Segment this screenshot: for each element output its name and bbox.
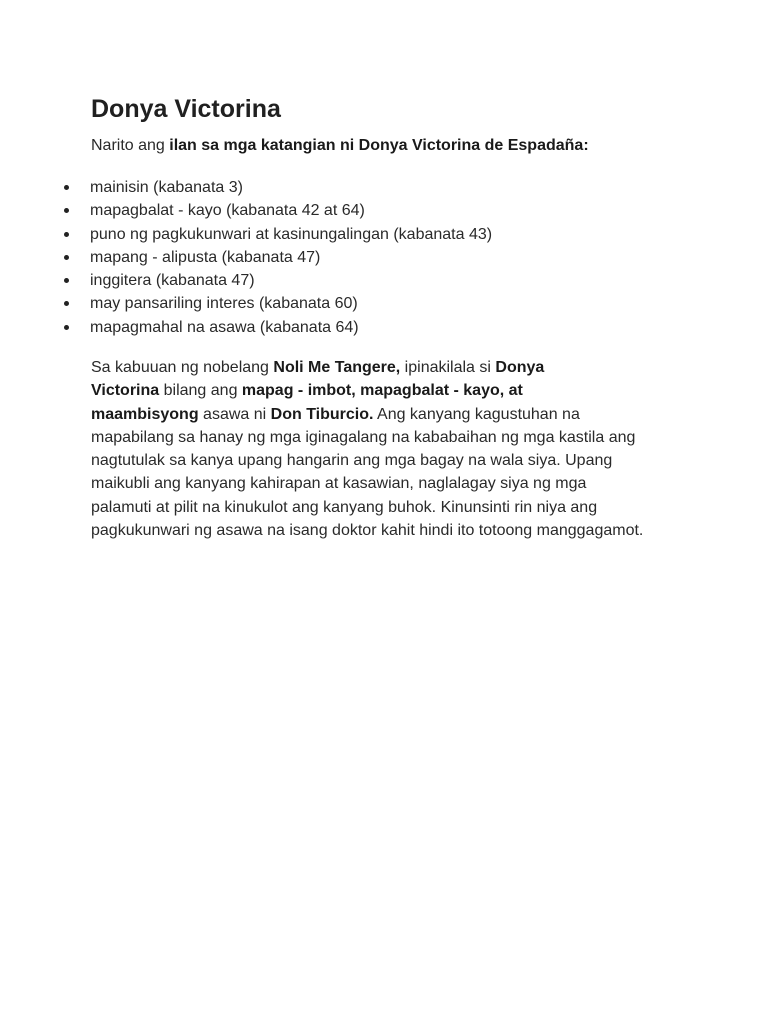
character-name: Victorina [91, 382, 160, 400]
bullet-icon [64, 278, 69, 283]
list-item [0, 316, 492, 339]
paragraph-text: bilang ang [159, 382, 242, 400]
page-title: Donya Victorina [91, 95, 281, 123]
bullet-icon [64, 301, 69, 306]
bullet-icon [64, 232, 69, 237]
list-item [0, 269, 492, 292]
paragraph-line: maikubli ang kanyang kahirapan at kasawian, naglalagay siya ng mga [91, 475, 587, 493]
bullet-icon [64, 185, 69, 190]
bullet-icon [64, 208, 69, 213]
list-item [0, 176, 492, 199]
paragraph-line: palamuti at pilit na kinukulot ang kanyang buhok. Kinunsinti rin niya ang [91, 498, 598, 516]
character-name: Donya [495, 359, 545, 376]
character-traits: maambisyong [91, 405, 199, 423]
list-item-text: mapang - alipusta (kabanata 47) [90, 248, 321, 266]
list-item-text: may pansariling interes (kabanata 60) [90, 295, 358, 313]
paragraph-line: mapabilang sa hanay ng mga iginagalang na kababaihan ng mga kastila ang [91, 428, 636, 446]
traits-list [0, 176, 492, 339]
paragraph-text: Sa kabuuan ng nobelang [91, 359, 274, 376]
paragraph-line [91, 379, 691, 402]
novel-title: Noli Me Tangere, [273, 359, 401, 376]
intro-bold: ilan sa mga katangian ni Donya Victorina de Espadaña: [169, 137, 589, 154]
list-item-text: mapagmahal na asawa (kabanata 64) [90, 318, 359, 336]
intro-text [91, 135, 589, 157]
intro-prefix: Narito ang [91, 137, 170, 154]
paragraph-text: ipinakilala si [400, 359, 496, 376]
paragraph-text: asawa ni [198, 405, 271, 423]
paragraph-line [91, 403, 691, 426]
bullet-icon [64, 325, 69, 330]
paragraph-text: Ang kanyang kagustuhan na [373, 405, 580, 423]
list-item-text: mainisin (kabanata 3) [90, 179, 243, 196]
list-item [0, 246, 492, 269]
list-item [0, 199, 492, 222]
character-traits: mapag - imbot, mapagbalat - kayo, at [241, 382, 523, 400]
paragraph-line: pagkukunwari ng asawa na isang doktor kahit hindi ito totoong manggagamot. [91, 522, 644, 540]
list-item-text: puno ng pagkukunwari at kasinungalingan (kabanata 43) [90, 225, 493, 243]
list-item-text: mapagbalat - kayo (kabanata 42 at 64) [90, 202, 365, 220]
bullet-icon [64, 255, 69, 260]
summary-paragraph [91, 356, 691, 542]
list-item-text: inggitera (kabanata 47) [90, 272, 255, 290]
husband-name: Don Tiburcio. [270, 405, 374, 423]
list-item [0, 292, 492, 315]
list-item [0, 223, 492, 246]
paragraph-line [91, 356, 691, 379]
paragraph-line: nagtutulak sa kanya upang hangarin ang mga bagay na wala siya. Upang [91, 452, 613, 470]
